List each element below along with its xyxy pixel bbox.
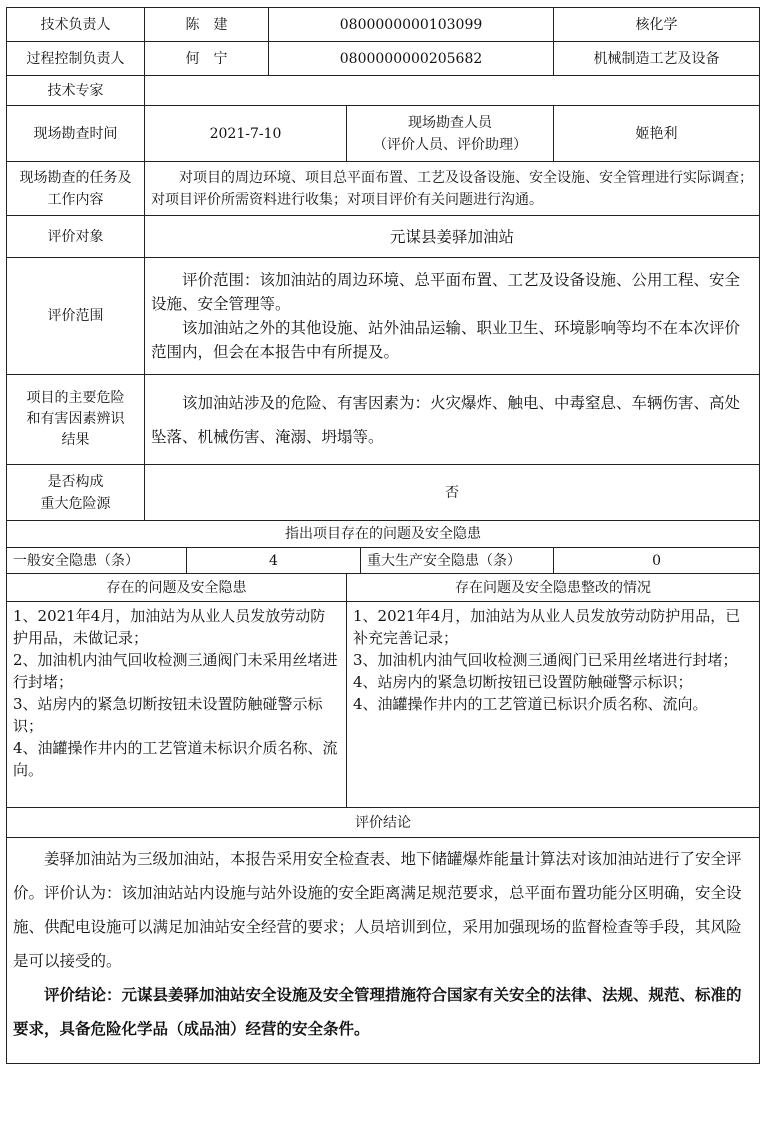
survey-staff-label (347, 106, 554, 162)
issue-right-item: 3、加油机内油气回收检测三通阀门已采用丝堵进行封堵； (353, 651, 738, 669)
counts-row (7, 548, 760, 574)
hazards-cell (145, 375, 760, 465)
survey-time-value: 2021-7-10 (145, 106, 347, 162)
expert-row (7, 76, 760, 106)
expert-value (145, 76, 760, 106)
issues-title-row (7, 521, 760, 548)
tech-lead-row (7, 8, 760, 42)
process-lead-label: 过程控制负责人 (7, 42, 145, 76)
process-lead-row (7, 42, 760, 76)
form-table (6, 7, 760, 1064)
issue-left-item: 2、加油机内油气回收检测三通阀门未采用丝堵进行封堵； (13, 651, 338, 691)
issue-left-item: 3、站房内的紧急切断按钮未设置防触碰警示标识； (13, 695, 323, 735)
issues-header-row (7, 574, 760, 602)
process-lead-number: 0800000000205682 (269, 42, 554, 76)
scope-label: 评价范围 (7, 258, 145, 375)
scope-row (7, 258, 760, 375)
object-label: 评价对象 (7, 216, 145, 258)
task-cell (145, 162, 760, 216)
survey-staff-label-line2: （评价人员、评价助理） (373, 136, 528, 153)
tech-lead-name: 陈 建 (145, 8, 269, 42)
general-hazard-value: 4 (187, 548, 361, 574)
major-hazard-value: 否 (145, 465, 760, 521)
major-production-hazard-label: 重大生产安全隐患（条） (361, 548, 554, 574)
conclusion-body-row (7, 838, 760, 1064)
issues-right-cell (347, 602, 760, 808)
hazards-label-line2: 和有害因素辨识 (26, 411, 125, 427)
major-hazard-row (7, 465, 760, 521)
process-lead-name: 何 宁 (145, 42, 269, 76)
survey-staff-value: 姬艳利 (554, 106, 760, 162)
hazards-row (7, 375, 760, 465)
survey-row (7, 106, 760, 162)
object-row (7, 216, 760, 258)
hazards-label-line3: 结果 (61, 432, 90, 448)
major-hazard-label-line1: 是否构成 (47, 473, 104, 490)
issues-left-header: 存在的问题及安全隐患 (7, 574, 347, 602)
hazards-label-line1: 项目的主要危险 (26, 390, 125, 406)
issue-right-item: 4、油罐操作井内的工艺管道已标识介质名称、流向。 (353, 695, 708, 713)
issues-body-row (7, 602, 760, 808)
scope-para1: 评价范围：该加油站的周边环境、总平面布置、工艺及设备设施、公用工程、安全设施、安全管理等。 (151, 271, 741, 313)
issues-right-header: 存在问题及安全隐患整改的情况 (347, 574, 760, 602)
conclusion-title-row (7, 808, 760, 838)
major-production-hazard-value: 0 (554, 548, 760, 574)
conclusion-title: 评价结论 (7, 808, 760, 838)
object-value: 元谋县姜驿加油站 (145, 216, 760, 258)
issue-left-item: 1、2021年4月，加油站为从业人员发放劳动防护用品，未做记录； (13, 607, 326, 647)
general-hazard-label: 一般安全隐患（条） (7, 548, 187, 574)
scope-cell (145, 258, 760, 375)
issues-left-cell (7, 602, 347, 808)
hazards-label (7, 375, 145, 465)
major-hazard-label-line2: 重大危险源 (40, 495, 111, 512)
survey-staff-label-line1: 现场勘查人员 (408, 114, 493, 131)
hazards-value: 该加油站涉及的危险、有害因素为：火灾爆炸、触电、中毒窒息、车辆伤害、高处坠落、机械伤害、淹溺、坍塌等。 (151, 393, 741, 446)
task-value: 对项目的周边环境、项目总平面布置、工艺及设备设施、安全设施、安全管理进行实际调查；对项目评价所需资料进行收集；对项目评价有关问题进行沟通。 (151, 169, 753, 208)
conclusion-paragraph: 姜驿加油站为三级加油站，本报告采用安全检查表、地下储罐爆炸能量计算法对该加油站进行了安全评价。评价认为：该加油站站内设施与站外设施的安全距离满足规范要求，总平面布置功能分区明确，安全设施、供配电设施可以满足加油站安全经营的要求；人员培训到位，采用加强现场的监督检查等手段，其风险是可以接受的。 (13, 850, 742, 970)
issue-left-item: 4、油罐操作井内的工艺管道未标识介质名称、流向。 (13, 739, 338, 779)
issue-right-item: 4、站房内的紧急切断按钮已设置防触碰警示标识； (353, 673, 693, 691)
survey-time-label: 现场勘查时间 (7, 106, 145, 162)
conclusion-statement: 评价结论：元谋县姜驿加油站安全设施及安全管理措施符合国家有关安全的法律、法规、规范、标准的要求，具备危险化学品（成品油）经营的安全条件。 (13, 986, 742, 1038)
tech-lead-number: 0800000000103099 (269, 8, 554, 42)
process-lead-field: 机械制造工艺及设备 (554, 42, 760, 76)
evaluation-summary-form (6, 7, 759, 1064)
tech-lead-field: 核化学 (554, 8, 760, 42)
issue-right-item: 1、2021年4月，加油站为从业人员发放劳动防护用品，已补充完善记录； (353, 607, 741, 647)
tech-lead-label: 技术负责人 (7, 8, 145, 42)
conclusion-cell (7, 838, 760, 1064)
issues-title: 指出项目存在的问题及安全隐患 (7, 521, 760, 548)
task-label: 现场勘查的任务及工作内容 (7, 162, 145, 216)
scope-para2: 该加油站之外的其他设施、站外油品运输、职业卫生、环境影响等均不在本次评价范围内，但会在本报告中有所提及。 (151, 319, 741, 361)
expert-label: 技术专家 (7, 76, 145, 106)
task-row (7, 162, 760, 216)
major-hazard-label (7, 465, 145, 521)
